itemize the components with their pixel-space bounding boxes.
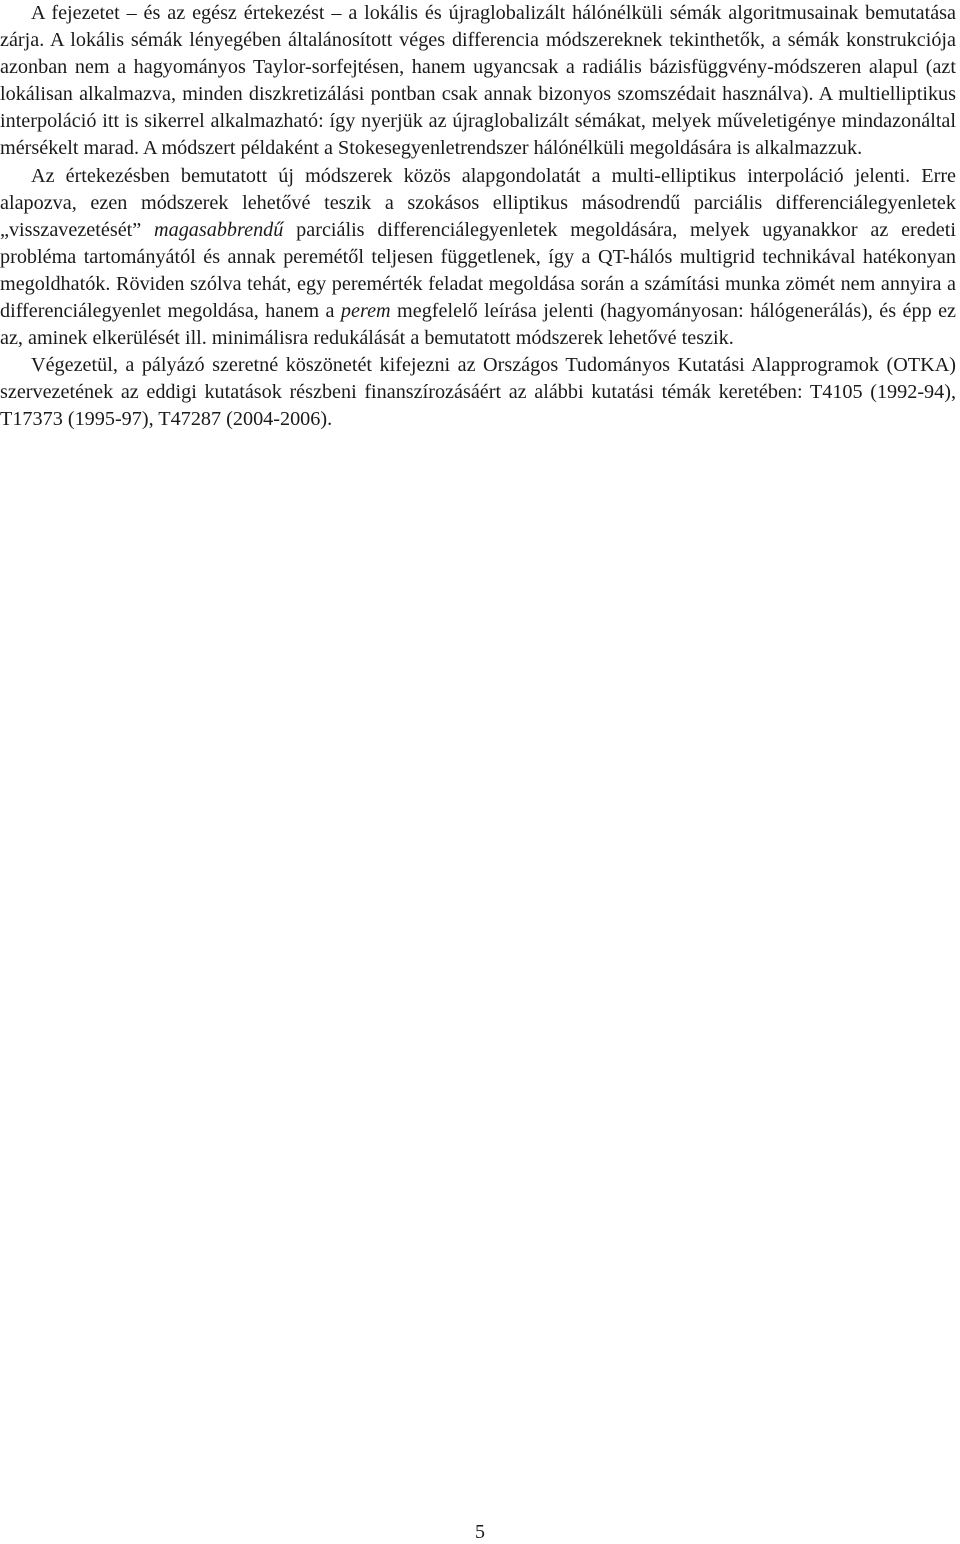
paragraph-text-segment: Az értekezésben bemutatott új módszerek közös alapgondolatát a multi-elliptikus interpoláció jelenti. Erre alapozva, ezen módszerek lehetővé teszik a szokásos elliptikus másodrendű parciális differenciálegyenletek „visszavezetését” (0, 164, 956, 241)
document-page (0, 0, 956, 434)
paragraph-text-segment: megfelelő leírása jelenti (hagyományosan: hálógenerálás), és épp ez az, aminek elkerülését ill. minimálisra redukálását a bemutatott módszerek lehetővé teszik. (0, 300, 957, 350)
italic-term-higher-order: magasabbrendű (154, 218, 284, 241)
page-number: 5 (475, 1521, 485, 1543)
paragraph-local-schemes: A fejezetet – és az egész értekezést – a lokális és újraglobalizált hálónélküli sémák algoritmusainak bemutatása zárja. A lokális sémák lényegében általánosított véges differencia módszereknek tekinthetők, a sémák konstrukciója azonban nem a hagyományos Taylor-sorfejtésen, hanem ugyancsak a radiális bázisfüggvény-módszeren alapul (azt lokálisan alkalmazva, minden diszkretizálási pontban csak annak bizonyos szomszédait használva). A multielliptikus interpoláció itt is sikerrel alkalmazható: így nyerjük az újraglobalizált sémákat, melyek műveletigénye mindazonáltal mérsékelt marad. A módszert példaként a Stokesegyenletrendszer hálónélküli megoldására is alkalmazzuk. (0, 2, 956, 160)
italic-term-boundary: perem (340, 300, 391, 323)
paragraph-acknowledgement: Végezetül, a pályázó szeretné köszönetét kifejezni az Országos Tudományos Kutatási Alapprogramok (OTKA) szervezetének az eddigi kutatások részbeni finanszírozásáért az alábbi kutatási témák keretében: T4105 (1992-94), T17373 (1995-97), T47287 (2004-2006). (0, 354, 956, 431)
paragraph-text-segment: parciális differenciálegyenletek megoldására, melyek ugyanakkor az eredeti probléma tartományától és annak peremétől teljesen függetlenek, így a QT-hálós multigrid technikával hatékonyan megoldhatók. Röviden szólva tehát, egy peremérték feladat megoldása során a számítási munka zömét nem annyira a differenciálegyenlet megoldása, hanem a (0, 218, 956, 323)
paragraph-multi-elliptic-interpolation (0, 163, 956, 353)
